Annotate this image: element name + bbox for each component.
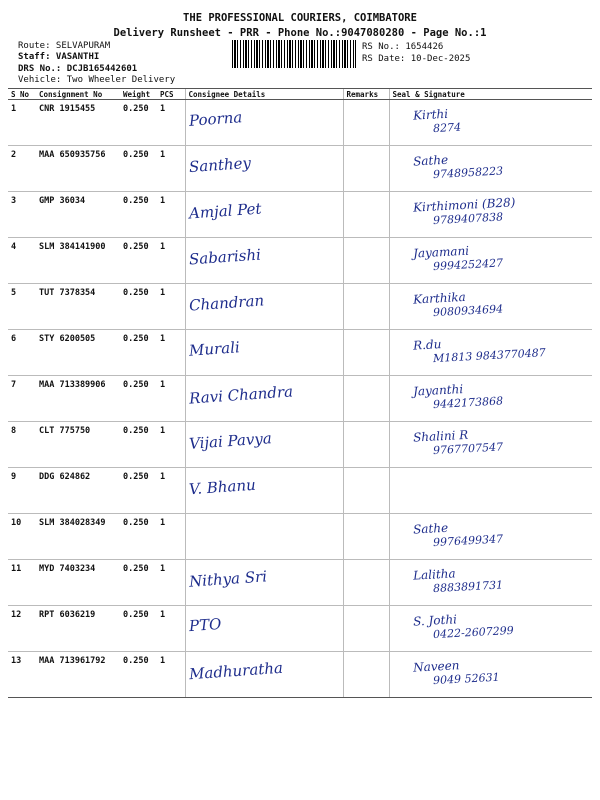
- handwritten-signature: Kirthi: [412, 106, 448, 123]
- table-row: [8, 330, 592, 376]
- pcs-value: 1: [157, 514, 185, 560]
- consignee-handwritten-name: Murali: [187, 338, 240, 360]
- weight-value: 0.250: [120, 422, 157, 468]
- consignment-number: MAA 650935756: [36, 146, 120, 192]
- remarks-cell: [343, 376, 389, 422]
- consignee-handwritten-name: Madhuratha: [187, 658, 283, 684]
- table-row: [8, 560, 592, 606]
- weight-value: 0.250: [120, 652, 157, 698]
- col-consignee-header: Consignee Details: [185, 89, 343, 100]
- handwritten-phone: 9789407838: [432, 210, 503, 228]
- consignee-cell: [185, 560, 343, 606]
- consignee-cell: [185, 652, 343, 698]
- barcode: [232, 40, 356, 68]
- signature-cell: [389, 468, 592, 514]
- runsheet-subtitle: Delivery Runsheet - PRR - Phone No.:9047080280 - Page No.:1: [113, 27, 487, 39]
- pcs-value: 1: [157, 146, 185, 192]
- weight-value: 0.250: [120, 376, 157, 422]
- col-remarks-header: Remarks: [343, 89, 389, 100]
- handwritten-phone: 8274: [432, 120, 461, 136]
- remarks-cell: [343, 238, 389, 284]
- serial-number: 2: [8, 146, 36, 192]
- consignee-cell: [185, 514, 343, 560]
- remarks-cell: [343, 560, 389, 606]
- serial-number: 11: [8, 560, 36, 606]
- handwritten-signature: Jayanthi: [412, 382, 463, 399]
- pcs-value: 1: [157, 606, 185, 652]
- handwritten-signature: Naveen: [412, 658, 460, 675]
- serial-number: 13: [8, 652, 36, 698]
- handwritten-signature: Sathe: [412, 152, 448, 169]
- table-row: [8, 468, 592, 514]
- remarks-cell: [343, 100, 389, 146]
- company-title: THE PROFESSIONAL COURIERS, COIMBATORE: [183, 12, 417, 24]
- consignment-number: MAA 713389906: [36, 376, 120, 422]
- table-row: [8, 422, 592, 468]
- consignment-number: STY 6200505: [36, 330, 120, 376]
- table-row: [8, 100, 592, 146]
- handwritten-phone: M1813 9843770487: [432, 346, 546, 366]
- consignee-cell: [185, 606, 343, 652]
- rs-number: RS No.: 1654426: [362, 42, 444, 52]
- table-row: [8, 652, 592, 698]
- weight-value: 0.250: [120, 192, 157, 238]
- col-weight-header: Weight: [120, 89, 157, 100]
- remarks-cell: [343, 422, 389, 468]
- consignment-number: CNR 1915455: [36, 100, 120, 146]
- consignment-number: CLT 775750: [36, 422, 120, 468]
- serial-number: 5: [8, 284, 36, 330]
- weight-value: 0.250: [120, 330, 157, 376]
- remarks-cell: [343, 284, 389, 330]
- table-row: [8, 514, 592, 560]
- consignee-handwritten-name: Sabarishi: [187, 245, 261, 269]
- signature-cell: [389, 422, 592, 468]
- consignee-cell: [185, 192, 343, 238]
- col-sno-header: S No: [8, 89, 36, 100]
- handwritten-phone: 9994252427: [432, 256, 503, 274]
- handwritten-phone: [433, 468, 589, 476]
- serial-number: 3: [8, 192, 36, 238]
- consignee-cell: [185, 284, 343, 330]
- consignment-number: RPT 6036219: [36, 606, 120, 652]
- drs-number: DRS No.: DCJB165442601: [18, 64, 138, 74]
- rs-date: RS Date: 10-Dec-2025: [362, 54, 471, 64]
- signature-cell: [389, 376, 592, 422]
- col-consignment-header: Consignment No: [36, 89, 120, 100]
- signature-cell: [389, 238, 592, 284]
- consignee-handwritten-name: Vijai Pavya: [187, 429, 272, 453]
- consignee-cell: [185, 376, 343, 422]
- handwritten-signature: Kirthimoni (B28): [412, 195, 516, 215]
- serial-number: 7: [8, 376, 36, 422]
- consignee-cell: [185, 468, 343, 514]
- table-row: [8, 192, 592, 238]
- handwritten-signature: Shalini R: [412, 427, 469, 445]
- signature-cell: [389, 284, 592, 330]
- consignee-handwritten-name: V. Bhanu: [187, 475, 256, 499]
- handwritten-signature: Karthika: [412, 289, 466, 307]
- signature-cell: [389, 560, 592, 606]
- handwritten-signature: Sathe: [412, 520, 448, 537]
- handwritten-signature: S. Jothi: [412, 612, 457, 629]
- handwritten-phone: 9748958223: [432, 164, 503, 182]
- pcs-value: 1: [157, 100, 185, 146]
- serial-number: 8: [8, 422, 36, 468]
- signature-cell: [389, 100, 592, 146]
- consignee-handwritten-name: Poorna: [187, 108, 243, 130]
- consignment-number: DDG 624862: [36, 468, 120, 514]
- vehicle-text: Vehicle: Two Wheeler Delivery: [18, 75, 176, 85]
- handwritten-phone: 9442173868: [432, 394, 503, 412]
- serial-number: 9: [8, 468, 36, 514]
- table-header-row: [8, 89, 592, 100]
- signature-cell: [389, 146, 592, 192]
- signature-cell: [389, 330, 592, 376]
- table-row: [8, 376, 592, 422]
- consignee-handwritten-name: Chandran: [187, 291, 265, 315]
- signature-cell: [389, 514, 592, 560]
- weight-value: 0.250: [120, 284, 157, 330]
- handwritten-phone: 9767707547: [432, 440, 503, 458]
- handwritten-signature: R.du: [412, 337, 442, 353]
- signature-cell: [389, 652, 592, 698]
- weight-value: 0.250: [120, 468, 157, 514]
- consignee-handwritten-name: Amjal Pet: [187, 199, 262, 223]
- weight-value: 0.250: [120, 514, 157, 560]
- remarks-cell: [343, 468, 389, 514]
- remarks-cell: [343, 146, 389, 192]
- serial-number: 1: [8, 100, 36, 146]
- consignee-handwritten-name: Nithya Sri: [187, 567, 268, 591]
- table-row: [8, 146, 592, 192]
- table-row: [8, 284, 592, 330]
- handwritten-signature: Jayamani: [412, 243, 469, 261]
- consignee-cell: [185, 238, 343, 284]
- weight-value: 0.250: [120, 146, 157, 192]
- col-seal-header: Seal & Signature: [389, 89, 592, 100]
- handwritten-phone: 9080934694: [432, 302, 503, 320]
- consignment-number: GMP 36034: [36, 192, 120, 238]
- serial-number: 12: [8, 606, 36, 652]
- table-row: [8, 238, 592, 284]
- consignee-handwritten-name: PTO: [187, 614, 222, 636]
- runsheet-table: [8, 88, 592, 698]
- pcs-value: 1: [157, 468, 185, 514]
- consignee-handwritten-name: Santhey: [187, 153, 251, 177]
- remarks-cell: [343, 514, 389, 560]
- pcs-value: 1: [157, 422, 185, 468]
- remarks-cell: [343, 330, 389, 376]
- signature-cell: [389, 192, 592, 238]
- consignee-cell: [185, 146, 343, 192]
- pcs-value: 1: [157, 560, 185, 606]
- pcs-value: 1: [157, 652, 185, 698]
- pcs-value: 1: [157, 330, 185, 376]
- consignee-cell: [185, 100, 343, 146]
- serial-number: 6: [8, 330, 36, 376]
- consignment-number: MAA 713961792: [36, 652, 120, 698]
- consignee-cell: [185, 330, 343, 376]
- pcs-value: 1: [157, 376, 185, 422]
- remarks-cell: [343, 192, 389, 238]
- handwritten-phone: 0422-2607299: [432, 623, 514, 642]
- serial-number: 10: [8, 514, 36, 560]
- pcs-value: 1: [157, 192, 185, 238]
- consignment-number: TUT 7378354: [36, 284, 120, 330]
- col-pcs-header: PCS: [157, 89, 185, 100]
- weight-value: 0.250: [120, 238, 157, 284]
- route-text: Route: SELVAPURAM: [18, 41, 111, 51]
- consignee-handwritten-name: Ravi Chandra: [187, 382, 294, 408]
- serial-number: 4: [8, 238, 36, 284]
- weight-value: 0.250: [120, 100, 157, 146]
- pcs-value: 1: [157, 238, 185, 284]
- remarks-cell: [343, 652, 389, 698]
- table-row: [8, 606, 592, 652]
- weight-value: 0.250: [120, 560, 157, 606]
- consignee-cell: [185, 422, 343, 468]
- handwritten-phone: 9976499347: [432, 532, 503, 550]
- consignment-number: SLM 384141900: [36, 238, 120, 284]
- pcs-value: 1: [157, 284, 185, 330]
- consignment-number: SLM 384028349: [36, 514, 120, 560]
- signature-cell: [389, 606, 592, 652]
- staff-text: Staff: VASANTHI: [18, 52, 100, 62]
- weight-value: 0.250: [120, 606, 157, 652]
- handwritten-phone: 8883891731: [432, 578, 503, 596]
- remarks-cell: [343, 606, 389, 652]
- consignment-number: MYD 7403234: [36, 560, 120, 606]
- handwritten-phone: 9049 52631: [432, 670, 500, 688]
- handwritten-signature: Lalitha: [412, 566, 456, 583]
- handwritten-signature: [413, 467, 589, 476]
